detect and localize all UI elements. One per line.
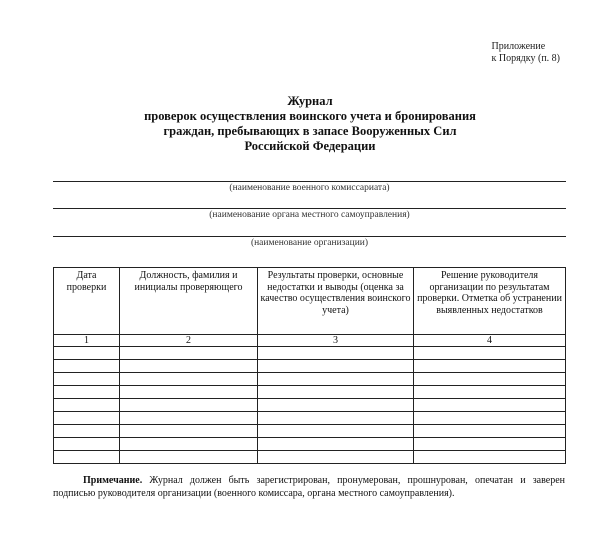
appendix-line-2: к Порядку (п. 8)	[491, 53, 560, 64]
column-number-row	[54, 335, 566, 347]
table-cell[interactable]	[120, 373, 258, 386]
commissariat-caption: (наименование военного комиссариата)	[229, 183, 390, 193]
table-cell[interactable]	[258, 451, 414, 464]
table-row	[54, 451, 566, 464]
organization-fill-line[interactable]	[53, 236, 566, 237]
table-cell[interactable]	[258, 347, 414, 360]
inspection-journal-table	[53, 267, 566, 464]
table-cell[interactable]	[414, 412, 566, 425]
table-row	[54, 386, 566, 399]
table-cell[interactable]	[258, 373, 414, 386]
note-paragraph	[53, 474, 565, 500]
table-cell[interactable]	[54, 412, 120, 425]
table-cell[interactable]	[120, 399, 258, 412]
table-cell[interactable]	[54, 425, 120, 438]
table-cell[interactable]	[414, 425, 566, 438]
commissariat-fill-line[interactable]	[53, 181, 566, 182]
title-line-2: проверок осуществления воинского учета и бронирования	[144, 109, 476, 123]
note-text: Журнал должен быть зарегистрирован, пронумерован, прошнурован, опечатан и заверен подписью руководителя организации (военного комиссара, органа местного самоуправления).	[53, 475, 565, 499]
title-line-1: Журнал	[287, 94, 333, 108]
note-label: Примечание.	[83, 475, 143, 486]
table-row	[54, 360, 566, 373]
local-authority-caption: (наименование органа местного самоуправления)	[209, 210, 410, 220]
table-cell[interactable]	[414, 360, 566, 373]
column-number: 3	[258, 335, 414, 347]
table-cell[interactable]	[414, 347, 566, 360]
table-cell[interactable]	[414, 438, 566, 451]
table-cell[interactable]	[120, 412, 258, 425]
appendix-reference	[492, 41, 561, 65]
table-cell[interactable]	[258, 412, 414, 425]
title-line-3: граждан, пребывающих в запасе Вооруженных Сил	[163, 124, 457, 138]
document-title	[60, 94, 560, 154]
table-cell[interactable]	[54, 347, 120, 360]
header-date: Дата проверки	[54, 268, 120, 335]
table-row	[54, 347, 566, 360]
table-cell[interactable]	[258, 399, 414, 412]
table-row	[54, 412, 566, 425]
header-results: Результаты проверки, основные недостатки и выводы (оценка за качество осуществления воинского учета)	[258, 268, 414, 335]
table-cell[interactable]	[54, 399, 120, 412]
table-cell[interactable]	[414, 451, 566, 464]
title-line-4: Российской Федерации	[244, 139, 376, 153]
table-cell[interactable]	[258, 438, 414, 451]
table-cell[interactable]	[120, 360, 258, 373]
table-row	[54, 399, 566, 412]
column-number: 4	[414, 335, 566, 347]
table-cell[interactable]	[120, 438, 258, 451]
table-cell[interactable]	[258, 386, 414, 399]
table-cell[interactable]	[120, 347, 258, 360]
table-cell[interactable]	[414, 386, 566, 399]
table-cell[interactable]	[414, 373, 566, 386]
table-cell[interactable]	[54, 451, 120, 464]
organization-caption: (наименование организации)	[250, 238, 369, 248]
table-cell[interactable]	[54, 373, 120, 386]
table-cell[interactable]	[54, 438, 120, 451]
table-cell[interactable]	[120, 386, 258, 399]
header-inspector: Должность, фамилия и инициалы проверяющего	[120, 268, 258, 335]
table-cell[interactable]	[120, 425, 258, 438]
table-row	[54, 373, 566, 386]
table-row	[54, 425, 566, 438]
table-cell[interactable]	[414, 399, 566, 412]
column-number: 1	[54, 335, 120, 347]
column-number: 2	[120, 335, 258, 347]
table-row	[54, 438, 566, 451]
header-decision: Решение руководителя организации по результатам проверки. Отметка об устранении выявленных недостатков	[414, 268, 566, 335]
local-authority-fill-line[interactable]	[53, 208, 566, 209]
table-cell[interactable]	[54, 360, 120, 373]
table-cell[interactable]	[120, 451, 258, 464]
table-cell[interactable]	[258, 425, 414, 438]
table-header-row	[54, 268, 566, 335]
table-cell[interactable]	[54, 386, 120, 399]
appendix-line-1: Приложение	[491, 41, 546, 52]
table-cell[interactable]	[258, 360, 414, 373]
